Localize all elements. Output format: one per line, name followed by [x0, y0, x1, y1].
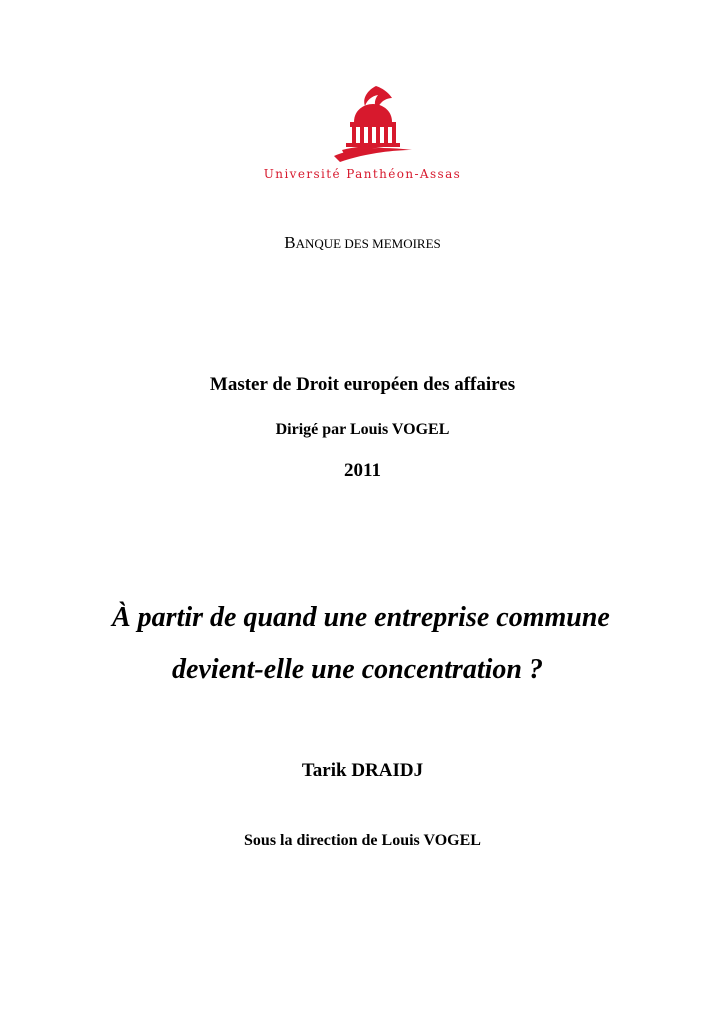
supervision: Sous la direction de Louis VOGEL: [244, 832, 481, 849]
directed-by: Dirigé par Louis VOGEL: [275, 421, 450, 438]
header-rest: ANQUE DES MEMOIRES: [295, 236, 441, 251]
thesis-title-line-2: devient-elle une concentration ?: [172, 654, 543, 685]
university-logo: [332, 84, 414, 164]
year: 2011: [344, 460, 381, 481]
author-name: Tarik DRAIDJ: [301, 760, 424, 781]
master-program: Master de Droit européen des affaires: [209, 374, 516, 395]
document-header: [0, 233, 725, 253]
header-initial: B: [284, 233, 296, 252]
pantheon-dome-icon: [332, 84, 414, 164]
thesis-title-line-1: À partir de quand une entreprise commune: [112, 602, 610, 633]
university-name: Université Panthéon-Assas: [263, 167, 462, 181]
